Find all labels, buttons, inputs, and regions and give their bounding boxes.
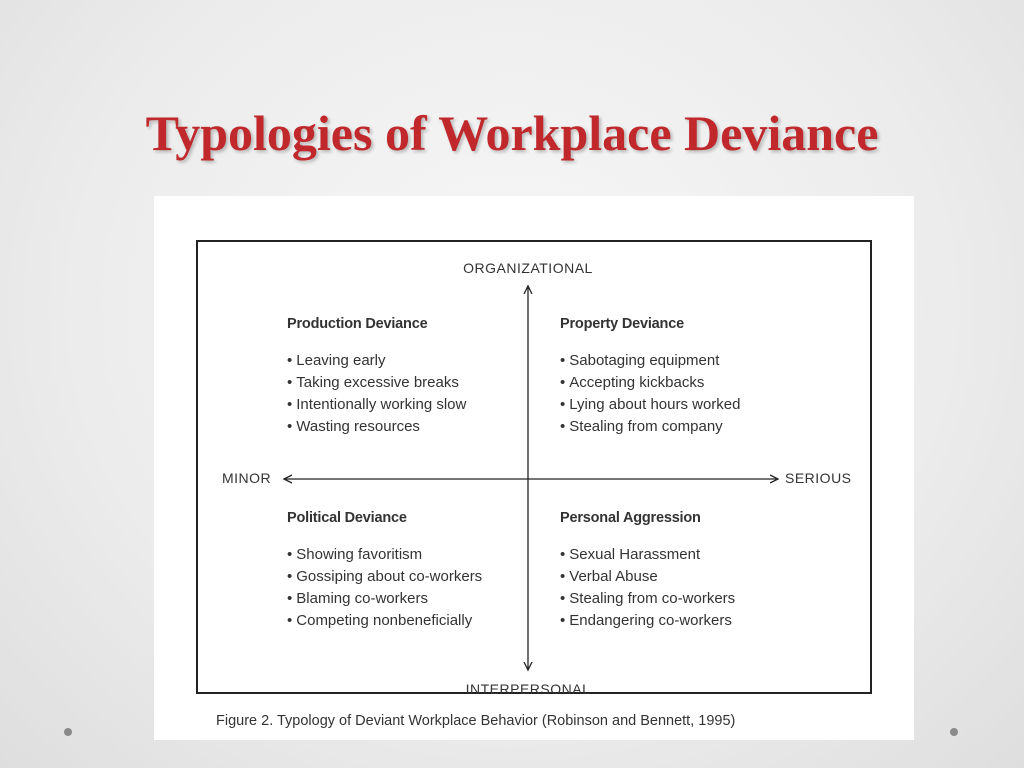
list-item: • Endangering co-workers — [560, 610, 800, 632]
list-item: • Sabotaging equipment — [560, 350, 800, 372]
quadrant-property-deviance — [560, 316, 800, 438]
axis-label-minor: MINOR — [222, 470, 272, 486]
axis-label-interpersonal: INTERPERSONAL — [465, 681, 591, 697]
slide-decoration-dot-right — [950, 728, 958, 736]
slide-title: Typologies of Workplace Deviance — [145, 105, 879, 161]
typology-figure — [154, 196, 914, 740]
list-item: • Taking excessive breaks — [287, 372, 527, 394]
list-item: • Stealing from company — [560, 416, 800, 438]
list-item: • Wasting resources — [287, 416, 527, 438]
list-item: • Intentionally working slow — [287, 394, 527, 416]
quadrant-personal-aggression — [560, 510, 800, 632]
quadrant-title: Property Deviance — [560, 316, 684, 332]
list-item: • Accepting kickbacks — [560, 372, 800, 394]
quadrant-title: Political Deviance — [287, 510, 407, 526]
list-item: • Sexual Harassment — [560, 544, 800, 566]
quadrant-title: Production Deviance — [287, 316, 428, 332]
axis-arrows — [154, 196, 914, 740]
list-item: • Stealing from co-workers — [560, 588, 800, 610]
list-item: • Showing favoritism — [287, 544, 527, 566]
quadrant-title: Personal Aggression — [560, 510, 701, 526]
quadrant-political-deviance — [287, 510, 527, 632]
axis-label-organizational: ORGANIZATIONAL — [463, 260, 593, 276]
list-item: • Lying about hours worked — [560, 394, 800, 416]
list-item: • Leaving early — [287, 350, 527, 372]
list-item: • Gossiping about co-workers — [287, 566, 527, 588]
slide-decoration-dot-left — [64, 728, 72, 736]
quadrant-production-deviance — [287, 316, 527, 438]
list-item: • Blaming co-workers — [287, 588, 527, 610]
axis-label-serious: SERIOUS — [785, 470, 852, 486]
list-item: • Verbal Abuse — [560, 566, 800, 588]
figure-caption: Figure 2. Typology of Deviant Workplace Behavior (Robinson and Bennett, 1995) — [216, 713, 736, 729]
list-item: • Competing nonbeneficially — [287, 610, 527, 632]
